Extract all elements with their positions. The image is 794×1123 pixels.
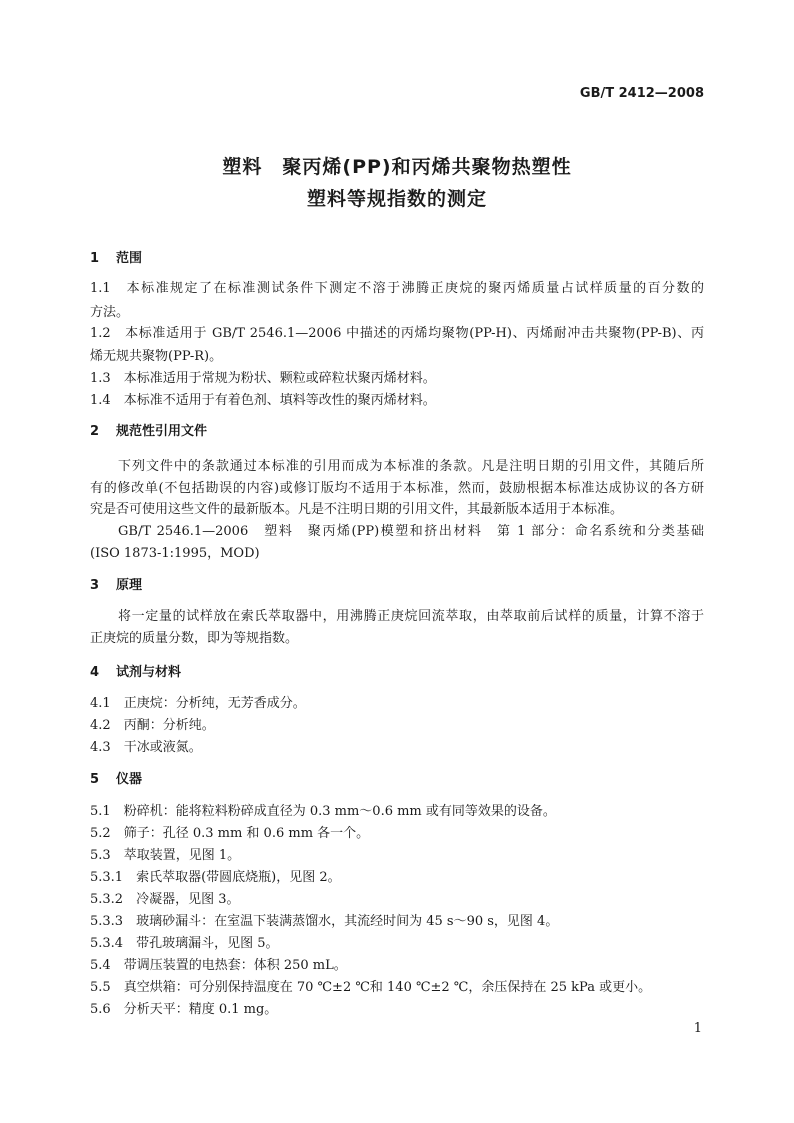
clause-number: 5.4 [90, 958, 111, 973]
section-title: 原理 [116, 578, 143, 593]
clause-5-3 [90, 844, 240, 863]
clause-text: 真空烘箱：可分别保持温度在 70 ℃±2 ℃和 140 ℃±2 ℃，余压保持在 25 kPa 或更小。 [123, 980, 652, 995]
clause-number: 5.3.3 [90, 914, 124, 929]
clause-text: 带调压装置的电热套：体积 250 mL。 [123, 958, 347, 973]
section-number: 5 [90, 772, 100, 787]
clause-text: 筛子：孔径 0.3 mm 和 0.6 mm 各一个。 [123, 826, 370, 841]
clause-4-2 [90, 714, 215, 733]
clause-text: 丙酮：分析纯。 [123, 718, 215, 733]
section-number: 2 [90, 424, 100, 439]
clause-1-3 [90, 367, 436, 386]
clause-number: 1.2 [90, 326, 111, 341]
clause-text: 本标准适用于常规为粉状、颗粒或碎粒状聚丙烯材料。 [123, 371, 436, 386]
clause-number: 4.3 [90, 740, 111, 755]
clause-5-3-1 [90, 866, 341, 885]
section-2-heading [90, 420, 207, 439]
section-2-para-1-line-2: 有的修改单(不包括勘误的内容)或修订版均不适用于本标准，然而，鼓励根据本标准达成协议的各方研 [90, 481, 704, 496]
clause-number: 1.3 [90, 371, 111, 386]
section-3-para-line-1: 将一定量的试样放在索氏萃取器中，用沸腾正庚烷回流萃取，由萃取前后试样的质量，计算不溶于 [118, 609, 704, 624]
section-3-heading [90, 574, 142, 593]
clause-5-6 [90, 998, 277, 1017]
clause-text: 正庚烷：分析纯，无芳香成分。 [123, 696, 306, 711]
clause-number: 5.3 [90, 848, 111, 863]
clause-number: 5.5 [90, 980, 111, 995]
normative-reference-line-2: (ISO 1873-1:1995，MOD) [90, 546, 260, 561]
clause-number: 5.3.4 [90, 936, 124, 951]
section-5-heading [90, 768, 142, 787]
clause-number: 5.3.2 [90, 892, 124, 907]
clause-4-1 [90, 692, 306, 711]
section-2-para-1-line-3: 究是否可使用这些文件的最新版本。凡是不注明日期的引用文件，其最新版本适用于本标准。 [90, 502, 624, 517]
clause-text: 分析天平：精度 0.1 mg。 [123, 1002, 278, 1017]
section-number: 4 [90, 665, 100, 680]
clause-5-3-3 [90, 910, 558, 929]
clause-5-1 [90, 800, 556, 819]
section-number: 3 [90, 578, 100, 593]
clause-text: 玻璃砂漏斗：在室温下装满蒸馏水，其流经时间为 45 s～90 s，见图 4。 [136, 914, 559, 929]
section-number: 1 [90, 251, 100, 266]
clause-text: 索氏萃取器(带圆底烧瓶)，见图 2。 [136, 870, 341, 885]
standard-code: GB/T 2412—2008 [579, 86, 704, 101]
section-4-heading [90, 661, 181, 680]
clause-number: 5.2 [90, 826, 111, 841]
section-3-para-line-2: 正庚烷的质量分数，即为等规指数。 [90, 631, 299, 646]
clause-number: 5.3.1 [90, 870, 124, 885]
section-title: 规范性引用文件 [116, 424, 208, 439]
section-1-heading [90, 247, 142, 266]
clause-1-2-cont: 烯无规共聚物(PP-R)。 [90, 349, 223, 364]
clause-text: 萃取装置，见图 1。 [123, 848, 241, 863]
clause-number: 1.4 [90, 393, 111, 408]
clause-number: 1.1 [90, 281, 111, 296]
clause-1-2 [90, 322, 704, 341]
clause-5-2 [90, 822, 369, 841]
clause-number: 5.6 [90, 1002, 111, 1017]
clause-text: 粉碎机：能将粒料粉碎成直径为 0.3 mm～0.6 mm 或有同等效果的设备。 [123, 804, 556, 819]
clause-5-3-2 [90, 888, 240, 907]
clause-text: 干冰或液氮。 [123, 740, 202, 755]
clause-1-1-cont: 方法。 [90, 305, 130, 320]
clause-text: 带孔玻璃漏斗，见图 5。 [136, 936, 279, 951]
clause-number: 4.1 [90, 696, 111, 711]
clause-text: 本标准规定了在标准测试条件下测定不溶于沸腾正庚烷的聚丙烯质量占试样质量的百分数的 [126, 281, 704, 296]
document-title-line-2: 塑料等规指数的测定 [306, 188, 487, 210]
section-title: 仪器 [116, 772, 143, 787]
section-title: 范围 [116, 251, 143, 266]
clause-text: 本标准适用于 GB/T 2546.1—2006 中描述的丙烯均聚物(PP-H)、丙烯耐冲击共聚物(PP-B)、丙 [125, 326, 704, 341]
section-title: 试剂与材料 [116, 665, 182, 680]
clause-number: 5.1 [90, 804, 111, 819]
clause-5-5 [90, 976, 651, 995]
clause-number: 4.2 [90, 718, 111, 733]
clause-4-3 [90, 736, 202, 755]
page-number: 1 [693, 1021, 702, 1036]
clause-1-1 [90, 277, 704, 296]
clause-5-4 [90, 954, 347, 973]
clause-5-3-4 [90, 932, 279, 951]
normative-reference-line-1: GB/T 2546.1—2006 塑料 聚丙烯(PP)模塑和挤出材料 第 1 部分：命名系统和分类基础 [118, 524, 704, 539]
section-2-para-1-line-1: 下列文件中的条款通过本标准的引用而成为本标准的条款。凡是注明日期的引用文件，其随后所 [118, 459, 704, 474]
clause-text: 本标准不适用于有着色剂、填料等改性的聚丙烯材料。 [123, 393, 436, 408]
document-title-line-1: 塑料 聚丙烯(PP)和丙烯共聚物热塑性 [222, 156, 572, 178]
clause-text: 冷凝器，见图 3。 [136, 892, 240, 907]
clause-1-4 [90, 389, 436, 408]
